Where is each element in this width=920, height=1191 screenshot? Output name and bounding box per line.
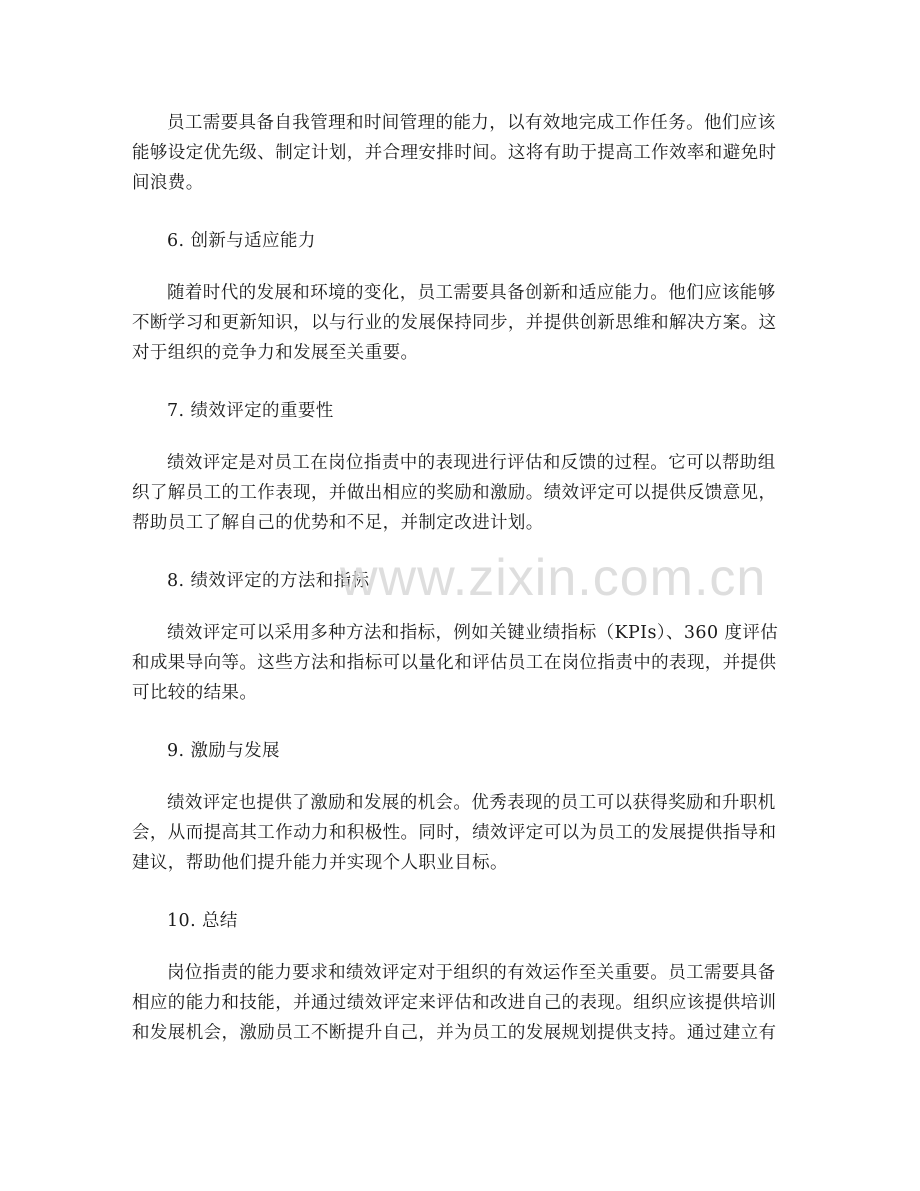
heading-innovation: 6. 创新与适应能力 (167, 231, 316, 251)
paragraph-innovation: 随着时代的发展和环境的变化，员工需要具备创新和适应能力。他们应该能够不断学习和更新知识，以与行业的发展保持同步，并提供创新思维和解决方案。这对于组织的竞争力和发展至关重要。 (132, 283, 777, 363)
paragraph-performance-importance: 绩效评定是对员工在岗位指责中的表现进行评估和反馈的过程。它可以帮助组织了解员工的工作表现，并做出相应的奖励和激励。绩效评定可以提供反馈意见，帮助员工了解自己的优势和不足，并制定改进计划。 (132, 453, 777, 533)
heading-motivation: 9. 激励与发展 (167, 741, 280, 761)
paragraph-motivation: 绩效评定也提供了激励和发展的机会。优秀表现的员工可以获得奖励和升职机会，从而提高其工作动力和积极性。同时，绩效评定可以为员工的发展提供指导和建议，帮助他们提升能力并实现个人职业目标。 (132, 793, 777, 873)
paragraph-time-management: 员工需要具备自我管理和时间管理的能力，以有效地完成工作任务。他们应该能够设定优先级、制定计划，并合理安排时间。这将有助于提高工作效率和避免时间浪费。 (132, 113, 777, 193)
paragraph-summary: 岗位指责的能力要求和绩效评定对于组织的有效运作至关重要。员工需要具备相应的能力和技能，并通过绩效评定来评估和改进自己的表现。组织应该提供培训和发展机会，激励员工不断提升自己，并为员工的发展规划提供支持。通过建立有 (132, 963, 777, 1043)
heading-summary: 10. 总结 (167, 911, 238, 931)
watermark: www.zixin.com.cn (340, 549, 767, 607)
heading-performance-methods: 8. 绩效评定的方法和指标 (167, 571, 370, 591)
paragraph-performance-methods: 绩效评定可以采用多种方法和指标，例如关键业绩指标（KPIs）、360 度评估和成果导向等。这些方法和指标可以量化和评估员工在岗位指责中的表现，并提供可比较的结果。 (132, 623, 779, 703)
heading-performance-importance: 7. 绩效评定的重要性 (167, 401, 334, 421)
document-page (132, 108, 792, 1048)
